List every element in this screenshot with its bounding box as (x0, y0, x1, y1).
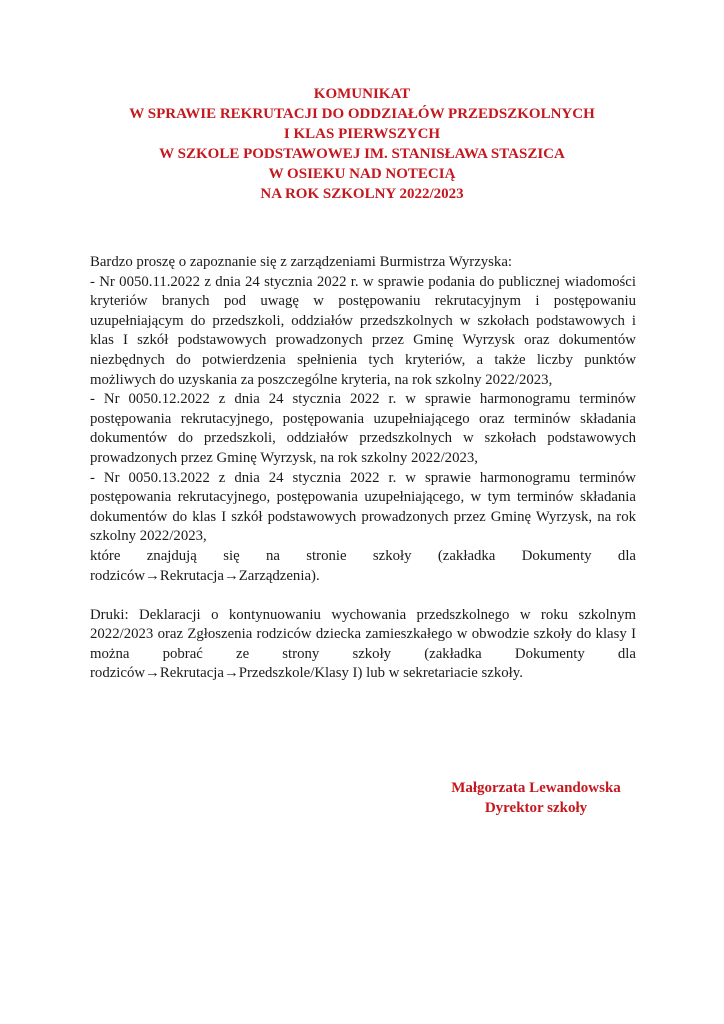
title-line: KOMUNIKAT (313, 86, 411, 102)
ordinance-paragraph-3: - Nr 0050.13.2022 z dnia 24 stycznia 2022 r. w sprawie harmonogramu terminów postępowania rekrutacyjnego, postępowania uzupełniającego, w tym terminów składania dokumentów do klas I szkół podstawowych prowadzonych przez Gminę Wyrzysk, na rok szkolny 2022/2023, (90, 469, 636, 545)
ordinance-paragraph-2: - Nr 0050.12.2022 z dnia 24 stycznia 2022 r. w sprawie harmonogramu terminów postępowania rekrutacyjnego, postępowania uzupełniającego oraz terminów składania dokumentów do przedszkoli, oddziałów przedszkolnych w szkołach podstawowych prowadzonych przez Gminę Wyrzysk, na rok szkolny 2022/2023, (90, 391, 636, 466)
title-line: NA ROK SZKOLNY 2022/2023 (260, 186, 464, 202)
ordinance-paragraph-1: - Nr 0050.11.2022 z dnia 24 stycznia 2022 r. w sprawie podania do publicznej wiadomości kryteriów branych pod uwagę w postępowaniu rekrutacyjnym i postępowaniu uzupełniającym do przedszkoli, oddziałów przedszkolnych w szkołach podstawowych i klas I szkół podstawowych prowadzonych przez Gminę Wyrzysk oraz dokumentów niezbędnych do potwierdzenia spełnienia tych kryteriów, a także liczby punktów możliwych do uzyskania za poszczególne kryteria, na rok szkolny 2022/2023, (90, 273, 636, 388)
forms-paragraph: Druki: Deklaracji o kontynuowaniu wychowania przedszkolnego w roku szkolnym 2022/2023 oraz Zgłoszenia rodziców dziecka zamieszkałego w obwodzie szkoły do klasy I można pobrać ze strony szkoły (zakładka Dokumenty dla rodziców→Rekrutacja→Przedszkole/Klasy I) lub w sekretariacie szkoły. (90, 606, 636, 682)
document-title (0, 0, 724, 204)
document-body (90, 253, 636, 684)
title-line: W SPRAWIE REKRUTACJI DO ODDZIAŁÓW PRZEDSZKOLNYCH (129, 106, 595, 122)
title-line: W OSIEKU NAD NOTECIĄ (268, 166, 456, 182)
title-line: W SZKOLE PODSTAWOWEJ IM. STANISŁAWA STASZICA (159, 146, 565, 162)
intro-paragraph: Bardzo proszę o zapoznanie się z zarządzeniami Burmistrza Wyrzyska: (90, 254, 512, 270)
signature-block (446, 778, 626, 818)
title-line: I KLAS PIERWSZYCH (283, 126, 441, 142)
signature-role: Dyrektor szkoły (484, 800, 588, 817)
website-note-paragraph: które znajdują się na stronie szkoły (zakładka Dokumenty dla rodziców→Rekrutacja→Zarządzenia). (90, 547, 636, 584)
signature-name: Małgorzata Lewandowska (451, 780, 621, 797)
